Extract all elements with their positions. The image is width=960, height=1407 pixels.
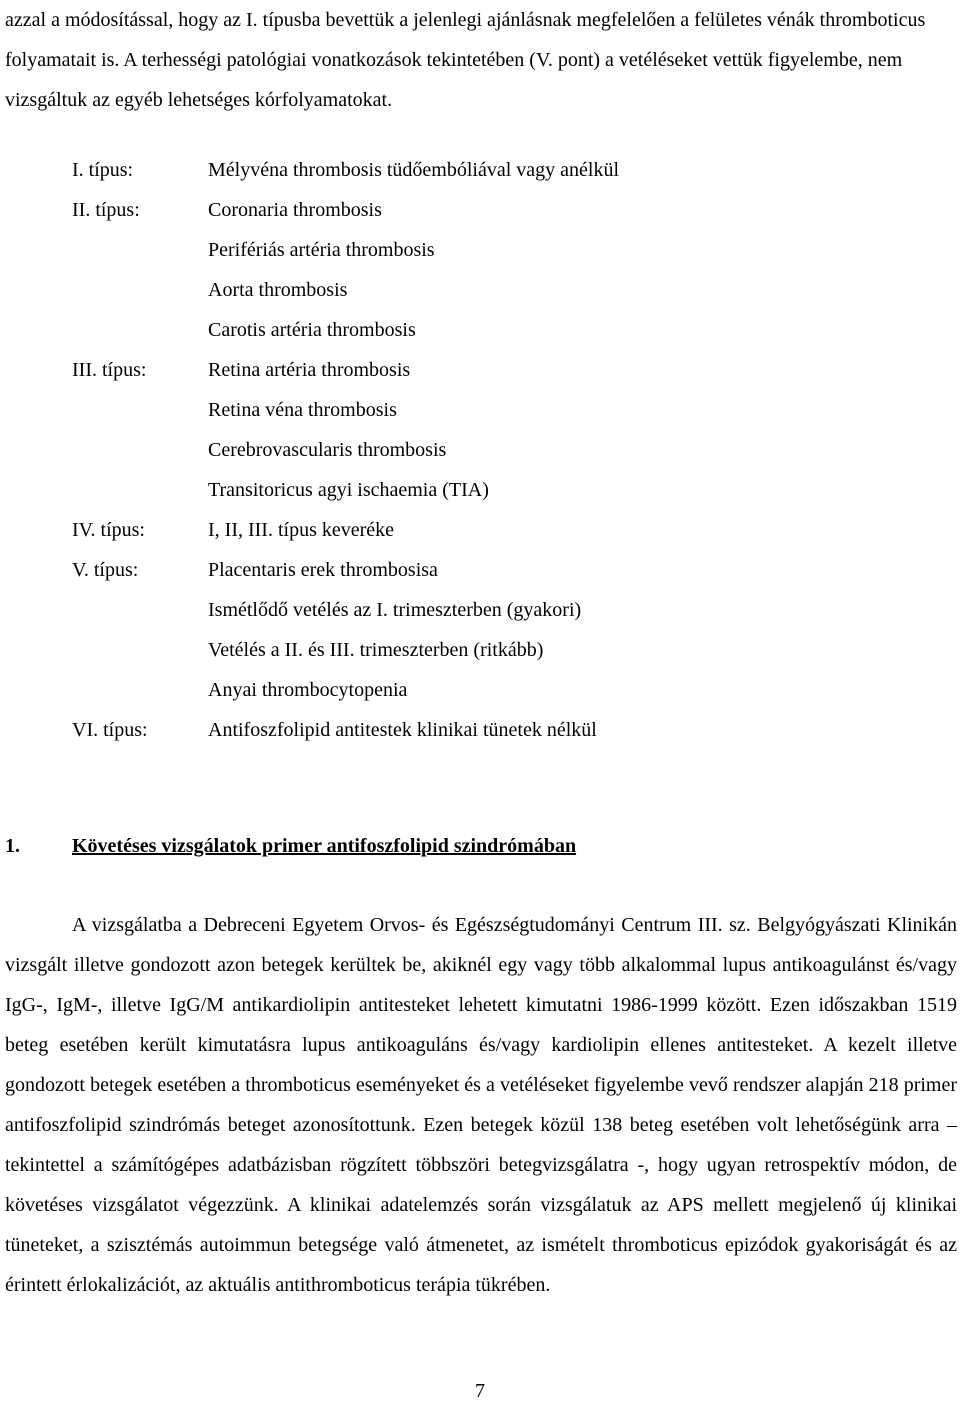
type-row bbox=[72, 350, 952, 510]
type-label: V. típus: bbox=[72, 559, 139, 581]
type-row bbox=[72, 190, 952, 350]
type-item: Retina véna thrombosis bbox=[208, 399, 397, 421]
type-item: Aorta thrombosis bbox=[208, 279, 348, 301]
type-items bbox=[208, 550, 952, 710]
type-label: III. típus: bbox=[72, 359, 147, 381]
type-label: II. típus: bbox=[72, 199, 140, 221]
type-item: Anyai thrombocytopenia bbox=[208, 679, 408, 701]
type-row bbox=[72, 550, 952, 710]
intro-paragraph: azzal a módosítással, hogy az I. típusba bevettük a jelenlegi ajánlásnak megfelelően a felületes vénák thromboticus folyamatait is. A terhességi patológiai vonatkozások tekintetében (V. pont) a vetéléseket vettük figyelembe, nem vizsgáltuk az egyéb lehetséges kórfolyamatokat. bbox=[5, 9, 926, 111]
type-item: Carotis artéria thrombosis bbox=[208, 319, 416, 341]
type-items bbox=[208, 510, 952, 550]
type-item: Cerebrovascularis thrombosis bbox=[208, 439, 447, 461]
type-label: IV. típus: bbox=[72, 519, 145, 541]
type-item: Coronaria thrombosis bbox=[208, 199, 382, 221]
type-label: VI. típus: bbox=[72, 719, 148, 741]
type-items bbox=[208, 350, 952, 510]
type-item: Perifériás artéria thrombosis bbox=[208, 239, 435, 261]
type-item: I, II, III. típus keveréke bbox=[208, 519, 395, 541]
type-item: Transitoricus agyi ischaemia (TIA) bbox=[208, 479, 489, 501]
type-item: Retina artéria thrombosis bbox=[208, 359, 411, 381]
type-row bbox=[72, 710, 952, 750]
body-paragraph: A vizsgálatba a Debreceni Egyetem Orvos- és Egészségtudományi Centrum III. sz. Belgyógyászati Klinikán vizsgált illetve gondozott azon betegek kerültek be, akiknél egy vagy több alkalommal lupus antikoagulánst és/vagy IgG-, IgM-, illetve IgG/M antikardiolipin antitesteket lehetett kimutatni 1986-1999 között. Ezen időszakban 1519 beteg esetében került kimutatásra lupus antikoaguláns és/vagy kardiolipin ellenes antitesteket. A kezelt illetve gondozott betegek esetében a thromboticus eseményeket és a vetéléseket figyelembe vevő rendszer alapján 218 primer antifoszfolipid szindrómás beteget azonosítottunk. Ezen betegek közül 138 beteg esetében volt lehetőségünk arra – tekintettel a számítógépes adatbázisban rögzített többszöri betegvizsgálatra -, hogy ugyan retrospektív módon, de követéses vizsgálatot végezzünk. A klinikai adatelemzés során vizsgálatuk az APS mellett megjelenő új klinikai tüneteket, a szisztémás autoimmun betegsége való átmenetet, az ismételt thromboticus epizódok gyakoriságát és az érintett érlokalizációt, az aktuális antithromboticus terápia tükrében. bbox=[5, 914, 957, 1296]
type-items bbox=[208, 710, 952, 750]
section-number: 1. bbox=[5, 835, 20, 857]
type-items bbox=[208, 190, 952, 350]
section-title: Követéses vizsgálatok primer antifoszfolipid szindrómában bbox=[72, 835, 577, 857]
type-row bbox=[72, 150, 952, 190]
type-items bbox=[208, 150, 952, 190]
type-item: Antifoszfolipid antitestek klinikai tünetek nélkül bbox=[208, 719, 597, 741]
type-row bbox=[72, 510, 952, 550]
type-label: I. típus: bbox=[72, 159, 134, 181]
type-item: Mélyvéna thrombosis tüdőembóliával vagy anélkül bbox=[208, 159, 620, 181]
type-item: Vetélés a II. és III. trimeszterben (ritkább) bbox=[208, 639, 544, 661]
type-item: Ismétlődő vetélés az I. trimeszterben (gyakori) bbox=[208, 599, 582, 621]
type-item: Placentaris erek thrombosisa bbox=[208, 559, 438, 581]
page-number: 7 bbox=[475, 1380, 485, 1402]
section-heading bbox=[5, 826, 576, 866]
type-classification-list bbox=[72, 150, 952, 750]
